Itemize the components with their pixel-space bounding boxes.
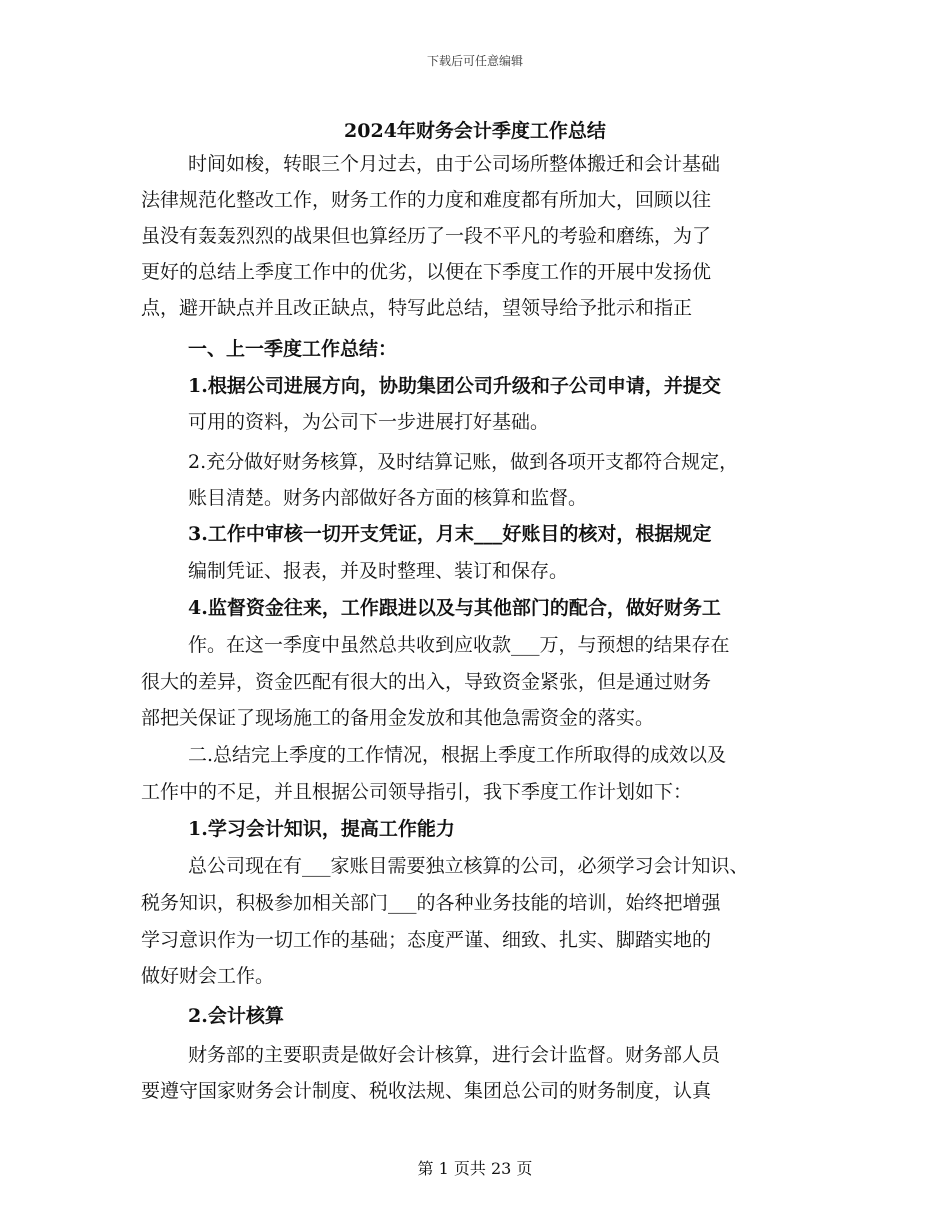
body-line: 很大的差异，资金匹配有很大的出入，导致资金紧张，但是通过财务: [141, 671, 712, 693]
body-line: 要遵守国家财务会计制度、税收法规、集团总公司的财务制度，认真: [141, 1080, 712, 1102]
body-line: 账目清楚。财务内部做好各方面的核算和监督。: [188, 487, 588, 509]
body-line: 二.总结完上季度的工作情况，根据上季度工作所取得的成效以及: [188, 744, 727, 766]
item-heading: 4.监督资金往来，工作跟进以及与其他部门的配合，做好财务工: [188, 597, 721, 619]
body-line: 点，避开缺点并且改正缺点，特写此总结，望领导给予批示和指正: [141, 297, 693, 319]
body-line: 虽没有轰轰烈烈的战果但也算经历了一段不平凡的考验和磨练，为了: [141, 225, 712, 247]
body-line: 更好的总结上季度工作中的优劣，以便在下季度工作的开展中发扬优: [141, 261, 712, 283]
document-title: 2024年财务会计季度工作总结: [344, 120, 606, 142]
page-footer: 第 1 页共 23 页: [417, 1159, 533, 1178]
body-line: 总公司现在有___家账目需要独立核算的公司，必须学习会计知识、: [188, 855, 749, 877]
body-line: 法律规范化整改工作，财务工作的力度和难度都有所加大，回顾以往: [141, 189, 712, 211]
item-heading: 1.根据公司进展方向，协助集团公司升级和子公司申请，并提交: [188, 375, 721, 397]
item-heading: 1.学习会计知识，提高工作能力: [188, 818, 455, 840]
body-line: 2.充分做好财务核算，及时结算记账，做到各项开支都符合规定，: [188, 451, 739, 473]
item-heading: 2.会计核算: [188, 1005, 284, 1027]
body-line: 工作中的不足，并且根据公司领导指引，我下季度工作计划如下：: [141, 781, 693, 803]
body-line: 可用的资料，为公司下一步进展打好基础。: [188, 411, 550, 433]
body-line: 财务部的主要职责是做好会计核算，进行会计监督。财务部人员: [188, 1044, 721, 1066]
body-line: 时间如梭，转眼三个月过去，由于公司场所整体搬迁和会计基础: [188, 153, 721, 175]
item-heading: 3.工作中审核一切开支凭证，月末___好账目的核对，根据规定: [188, 523, 712, 545]
body-line: 学习意识作为一切工作的基础；态度严谨、细致、扎实、脚踏实地的: [141, 929, 712, 951]
body-line: 作。在这一季度中虽然总共收到应收款___万，与预想的结果存在: [188, 634, 730, 656]
section-heading: 一、上一季度工作总结：: [188, 338, 398, 360]
body-line: 税务知识，积极参加相关部门___的各种业务技能的培训，始终把增强: [141, 892, 721, 914]
body-line: 编制凭证、报表，并及时整理、装订和保存。: [188, 560, 569, 582]
body-line: 做好财会工作。: [141, 965, 275, 987]
body-line: 部把关保证了现场施工的备用金发放和其他急需资金的落实。: [141, 707, 655, 729]
page-header: 下载后可任意编辑: [426, 54, 523, 68]
